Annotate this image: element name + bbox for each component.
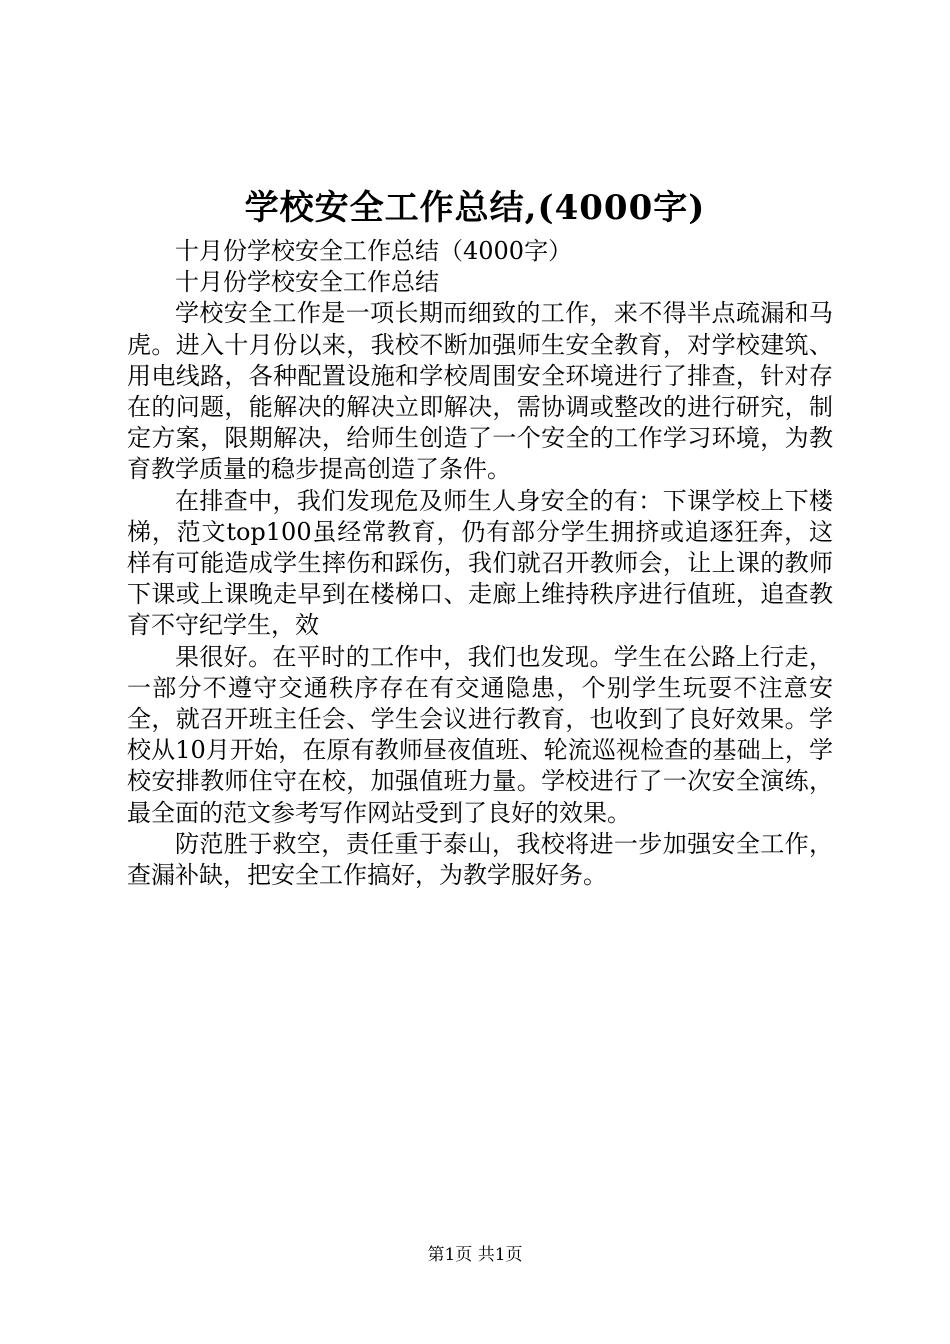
document-title: 学校安全工作总结,(4000字) [244,188,706,228]
paragraph-daily-work: 果很好。在平时的工作中，我们也发现。学生在公路上行走，一部分不遵守交通秩序存在有交通隐患，个别学生玩耍不注意安全，就召开班主任会、学生会议进行教育，也收到了良好效果。学校从10月开始，在原有教师昼夜值班、轮流巡视检查的基础上，学校安排教师住守在校，加强值班力量。学校进行了一次安全演练，最全面的范文参考写作网站受到了良好的效果。 [127,642,833,827]
paragraph-subtitle: 十月份学校安全工作总结（4000字） [175,237,573,265]
paragraph-intro: 学校安全工作是一项长期而细致的工作，来不得半点疏漏和马虎。进入十月份以来，我校不断加强师生安全教育，对学校建筑、用电线路，各种配置设施和学校周围安全环境进行了排查，针对存在的问题，能解决的解决立即解决，需协调或整改的进行研究，制定方案，限期解决，给师生创造了一个安全的工作学习环境，为教育教学质量的稳步提高创造了条件。 [127,299,833,484]
paragraph-conclusion: 防范胜于救空，责任重于泰山，我校将进一步加强安全工作，查漏补缺，把安全工作搞好，为教学服好务。 [127,829,833,890]
paragraph-inspection: 在排查中，我们发现危及师生人身安全的有：下课学校上下楼梯，范文top100虽经常教育，仍有部分学生拥挤或追逐狂奔，这样有可能造成学生摔伤和踩伤，我们就召开教师会，让上课的教师下课或上课晚走早到在楼梯口、走廊上维持秩序进行值班，追查教育不守纪学生，效 [127,486,833,640]
page-number-footer: 第1页 共1页 [427,1245,523,1265]
paragraph-heading: 十月份学校安全工作总结 [175,268,439,297]
document-body [127,236,833,891]
